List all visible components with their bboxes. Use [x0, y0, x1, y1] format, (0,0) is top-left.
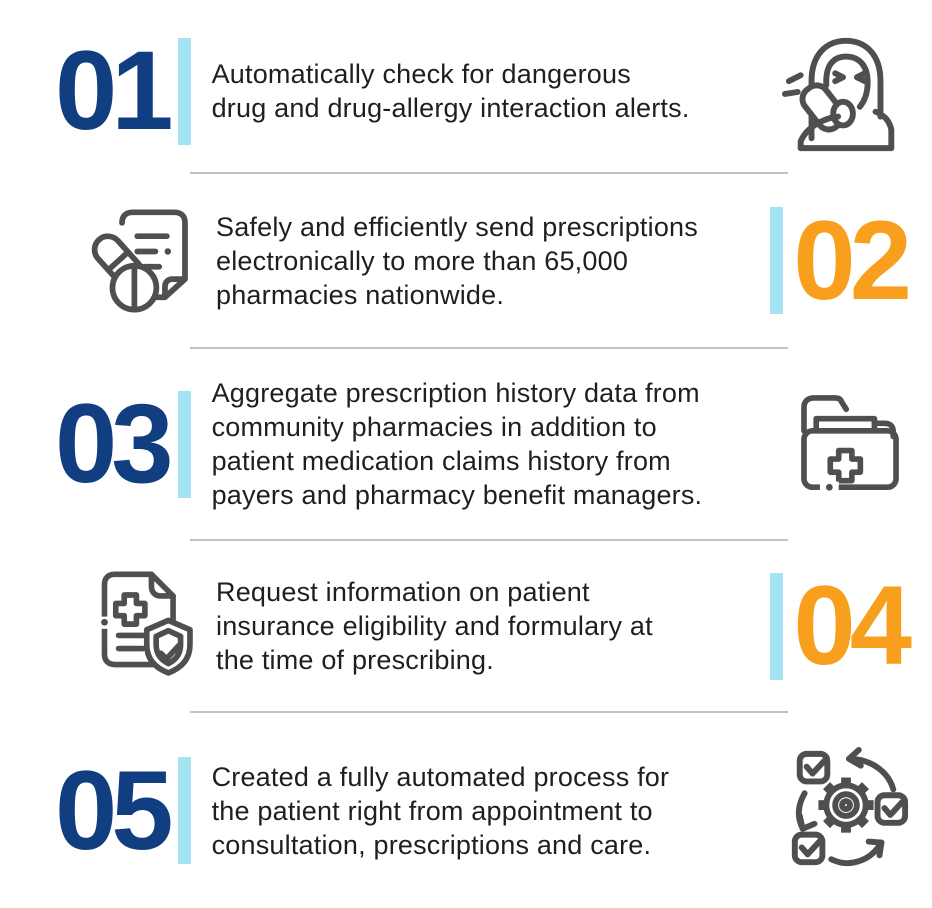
text-line: Safely and efficiently send prescriptions	[216, 211, 698, 242]
text-line: patient medication claims history from	[211, 446, 671, 476]
item-03-number-block	[55, 381, 191, 507]
text-line: Aggregate prescription history data from	[211, 378, 700, 408]
text-line: the patient right from appointment to	[211, 795, 653, 826]
item-number: 05	[55, 747, 168, 873]
text-line: drug and drug-allergy interaction alerts.	[211, 93, 690, 123]
item-text	[216, 210, 698, 312]
item-number: 03	[55, 381, 168, 507]
accent-bar	[178, 391, 191, 498]
item-05-number-block	[55, 747, 191, 873]
item-text	[212, 57, 690, 125]
sneezing-woman-icon	[780, 26, 912, 156]
item-text	[212, 760, 670, 862]
item-02-number-block	[770, 197, 906, 323]
item-04-number-block	[770, 563, 906, 689]
insurance-document-shield-icon	[80, 564, 206, 688]
item-number: 04	[793, 563, 906, 689]
text-line: Created a fully automated process for	[211, 761, 670, 792]
list-item-05	[0, 713, 932, 908]
text-line: insurance eligibility and formulary at	[216, 611, 653, 641]
automated-process-gear-icon	[782, 746, 912, 876]
text-line: payers and pharmacy benefit managers.	[211, 480, 703, 510]
item-number: 02	[793, 197, 906, 323]
text-line: consultation, prescriptions and care.	[211, 829, 652, 860]
accent-bar	[770, 207, 783, 314]
text-line: Automatically check for dangerous	[211, 59, 631, 89]
prescription-pills-icon	[80, 198, 206, 324]
item-text	[212, 376, 703, 512]
list-item-04	[0, 541, 932, 711]
text-line: community pharmacies in addition to	[211, 412, 657, 442]
text-line: Request information on patient	[216, 577, 590, 607]
item-text	[216, 575, 653, 677]
list-item-01	[0, 10, 932, 172]
accent-bar	[178, 38, 191, 145]
item-01-number-block	[55, 28, 191, 154]
item-number: 01	[55, 28, 168, 154]
accent-bar	[770, 573, 783, 680]
accent-bar	[178, 757, 191, 864]
list-item-02	[0, 174, 932, 347]
text-line: pharmacies nationwide.	[216, 279, 505, 310]
list-item-03	[0, 349, 932, 539]
medical-folder-icon	[788, 382, 912, 506]
text-line: the time of prescribing.	[216, 645, 494, 675]
text-line: electronically to more than 65,000	[216, 245, 629, 276]
